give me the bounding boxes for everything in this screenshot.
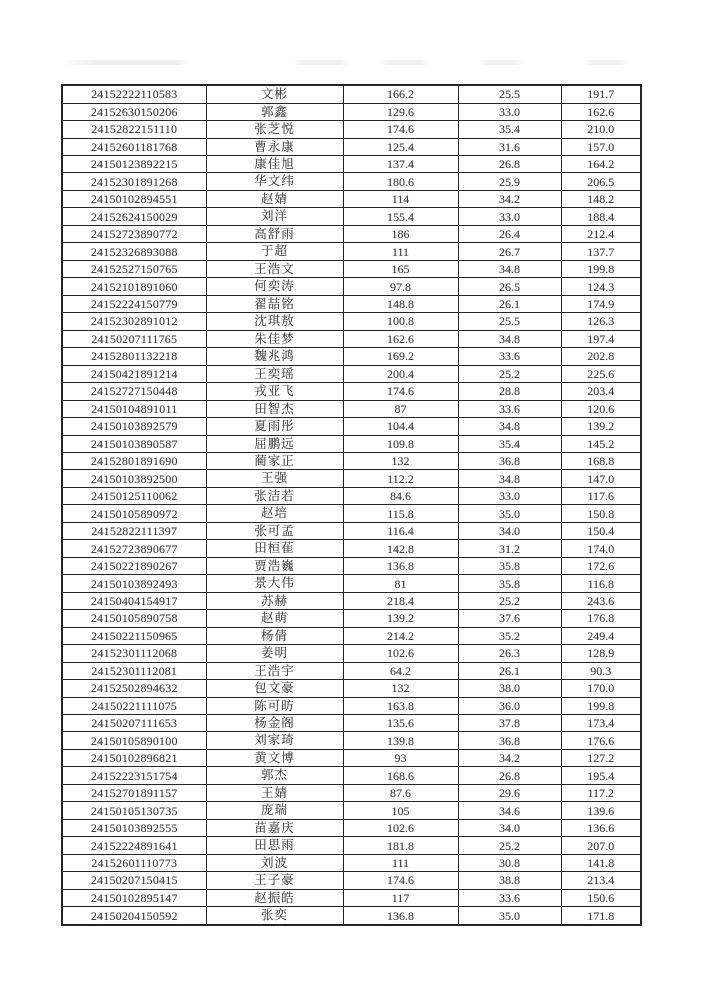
table-cell-score1: 87 bbox=[343, 400, 458, 417]
table-cell-total: 127.2 bbox=[561, 749, 641, 766]
table-cell-score1: 166.2 bbox=[343, 85, 458, 103]
table-cell-name: 姜明 bbox=[206, 645, 343, 662]
table-row bbox=[62, 645, 641, 662]
table-cell-id: 24150404154917 bbox=[62, 592, 206, 609]
table-cell-score2: 26.8 bbox=[458, 156, 561, 173]
table-cell-id: 24152223151754 bbox=[62, 767, 206, 784]
table-cell-score2: 35.4 bbox=[458, 435, 561, 452]
table-cell-score2: 25.5 bbox=[458, 85, 561, 103]
table-row bbox=[62, 505, 641, 522]
table-cell-total: 188.4 bbox=[561, 208, 641, 225]
table-cell-id: 24152301891268 bbox=[62, 173, 206, 190]
score-table-body bbox=[62, 85, 641, 925]
table-cell-score2: 35.0 bbox=[458, 505, 561, 522]
table-cell-score1: 129.6 bbox=[343, 103, 458, 120]
table-cell-name: 文彬 bbox=[206, 85, 343, 103]
table-cell-total: 150.4 bbox=[561, 522, 641, 539]
table-row bbox=[62, 487, 641, 504]
table-cell-score2: 26.7 bbox=[458, 243, 561, 260]
table-cell-id: 24150207150415 bbox=[62, 872, 206, 889]
table-row bbox=[62, 680, 641, 697]
table-cell-score2: 31.2 bbox=[458, 540, 561, 557]
table-row bbox=[62, 330, 641, 347]
table-row bbox=[62, 365, 641, 382]
table-cell-score1: 139.2 bbox=[343, 610, 458, 627]
table-cell-score1: 200.4 bbox=[343, 365, 458, 382]
table-row bbox=[62, 557, 641, 574]
table-cell-id: 24152101891060 bbox=[62, 278, 206, 295]
table-cell-total: 116.8 bbox=[561, 575, 641, 592]
table-cell-name: 杨倩 bbox=[206, 627, 343, 644]
table-cell-score2: 36.0 bbox=[458, 697, 561, 714]
table-cell-id: 24150103892493 bbox=[62, 575, 206, 592]
table-cell-total: 206.5 bbox=[561, 173, 641, 190]
table-cell-score1: 165 bbox=[343, 260, 458, 277]
table-row bbox=[62, 103, 641, 120]
table-cell-score1: 111 bbox=[343, 854, 458, 871]
table-cell-score1: 174.6 bbox=[343, 872, 458, 889]
table-cell-id: 24150104891011 bbox=[62, 400, 206, 417]
table-cell-score1: 218.4 bbox=[343, 592, 458, 609]
table-cell-id: 24150102896821 bbox=[62, 749, 206, 766]
table-cell-score2: 34.0 bbox=[458, 819, 561, 836]
table-cell-score2: 38.8 bbox=[458, 872, 561, 889]
table-cell-score1: 87.6 bbox=[343, 784, 458, 801]
table-row bbox=[62, 610, 641, 627]
table-row bbox=[62, 121, 641, 138]
table-cell-score1: 136.8 bbox=[343, 907, 458, 925]
table-cell-total: 176.8 bbox=[561, 610, 641, 627]
table-row bbox=[62, 260, 641, 277]
table-cell-name: 田智杰 bbox=[206, 400, 343, 417]
table-cell-id: 24152301112068 bbox=[62, 645, 206, 662]
table-cell-name: 杨金阁 bbox=[206, 715, 343, 732]
table-cell-score1: 102.6 bbox=[343, 819, 458, 836]
table-cell-total: 174.9 bbox=[561, 295, 641, 312]
table-row bbox=[62, 348, 641, 365]
table-cell-total: 199.8 bbox=[561, 697, 641, 714]
table-cell-total: 210.0 bbox=[561, 121, 641, 138]
table-cell-score1: 137.4 bbox=[343, 156, 458, 173]
table-cell-total: 225.6 bbox=[561, 365, 641, 382]
table-row bbox=[62, 802, 641, 819]
table-cell-total: 128.9 bbox=[561, 645, 641, 662]
table-cell-score1: 97.8 bbox=[343, 278, 458, 295]
table-row bbox=[62, 418, 641, 435]
table-cell-id: 24150102895147 bbox=[62, 889, 206, 906]
table-cell-name: 张芝悦 bbox=[206, 121, 343, 138]
table-cell-score1: 148.8 bbox=[343, 295, 458, 312]
table-row bbox=[62, 295, 641, 312]
table-cell-id: 24150125110062 bbox=[62, 487, 206, 504]
table-cell-score1: 109.8 bbox=[343, 435, 458, 452]
table-cell-name: 于超 bbox=[206, 243, 343, 260]
table-cell-name: 朱佳梦 bbox=[206, 330, 343, 347]
table-cell-score2: 26.8 bbox=[458, 767, 561, 784]
table-row bbox=[62, 662, 641, 679]
table-cell-score2: 31.6 bbox=[458, 138, 561, 155]
table-cell-name: 刘波 bbox=[206, 854, 343, 871]
table-row bbox=[62, 190, 641, 207]
table-row bbox=[62, 383, 641, 400]
table-cell-name: 郭杰 bbox=[206, 767, 343, 784]
table-cell-name: 康佳旭 bbox=[206, 156, 343, 173]
table-cell-score1: 81 bbox=[343, 575, 458, 592]
table-row bbox=[62, 767, 641, 784]
table-cell-id: 24152701891157 bbox=[62, 784, 206, 801]
table-cell-name: 苏赫 bbox=[206, 592, 343, 609]
table-cell-total: 126.3 bbox=[561, 313, 641, 330]
table-row bbox=[62, 313, 641, 330]
table-cell-total: 173.4 bbox=[561, 715, 641, 732]
table-cell-id: 24150221150965 bbox=[62, 627, 206, 644]
table-row bbox=[62, 889, 641, 906]
table-row bbox=[62, 697, 641, 714]
table-cell-score2: 33.6 bbox=[458, 400, 561, 417]
table-cell-score2: 38.0 bbox=[458, 680, 561, 697]
table-cell-total: 147.0 bbox=[561, 470, 641, 487]
table-cell-id: 24150105890758 bbox=[62, 610, 206, 627]
table-cell-score2: 25.9 bbox=[458, 173, 561, 190]
table-cell-name: 包文豪 bbox=[206, 680, 343, 697]
table-row bbox=[62, 575, 641, 592]
table-cell-name: 翟喆铭 bbox=[206, 295, 343, 312]
table-cell-total: 174.0 bbox=[561, 540, 641, 557]
table-cell-id: 24152224891641 bbox=[62, 837, 206, 854]
table-row bbox=[62, 470, 641, 487]
table-row bbox=[62, 854, 641, 871]
table-cell-score2: 34.8 bbox=[458, 418, 561, 435]
table-cell-total: 145.2 bbox=[561, 435, 641, 452]
table-cell-name: 景大伟 bbox=[206, 575, 343, 592]
table-cell-score1: 162.6 bbox=[343, 330, 458, 347]
table-cell-score1: 181.8 bbox=[343, 837, 458, 854]
table-cell-total: 120.6 bbox=[561, 400, 641, 417]
table-cell-score1: 135.6 bbox=[343, 715, 458, 732]
table-cell-total: 136.6 bbox=[561, 819, 641, 836]
table-cell-total: 157.0 bbox=[561, 138, 641, 155]
table-cell-total: 124.3 bbox=[561, 278, 641, 295]
table-cell-id: 24152601110773 bbox=[62, 854, 206, 871]
table-cell-name: 赵培 bbox=[206, 505, 343, 522]
table-cell-score2: 26.1 bbox=[458, 295, 561, 312]
table-cell-name: 沈琪敖 bbox=[206, 313, 343, 330]
table-cell-score2: 35.2 bbox=[458, 627, 561, 644]
table-cell-score1: 84.6 bbox=[343, 487, 458, 504]
table-cell-name: 刘洋 bbox=[206, 208, 343, 225]
table-cell-score1: 180.6 bbox=[343, 173, 458, 190]
table-cell-score2: 33.0 bbox=[458, 103, 561, 120]
table-row bbox=[62, 907, 641, 925]
table-cell-score2: 34.8 bbox=[458, 330, 561, 347]
table-cell-name: 陈可昉 bbox=[206, 697, 343, 714]
table-row bbox=[62, 435, 641, 452]
table-cell-total: 117.2 bbox=[561, 784, 641, 801]
table-cell-total: 202.8 bbox=[561, 348, 641, 365]
table-cell-score2: 25.5 bbox=[458, 313, 561, 330]
table-cell-name: 黄文博 bbox=[206, 749, 343, 766]
table-cell-score1: 112.2 bbox=[343, 470, 458, 487]
table-cell-id: 24152301112081 bbox=[62, 662, 206, 679]
table-cell-total: 249.4 bbox=[561, 627, 641, 644]
table-cell-name: 华文纬 bbox=[206, 173, 343, 190]
table-row bbox=[62, 819, 641, 836]
table-cell-id: 24150105890972 bbox=[62, 505, 206, 522]
table-cell-id: 24152822111397 bbox=[62, 522, 206, 539]
table-cell-total: 150.8 bbox=[561, 505, 641, 522]
score-table bbox=[61, 84, 642, 926]
table-cell-name: 张奕 bbox=[206, 907, 343, 925]
table-cell-total: 137.7 bbox=[561, 243, 641, 260]
table-cell-name: 王奕瑶 bbox=[206, 365, 343, 382]
table-cell-name: 王浩文 bbox=[206, 260, 343, 277]
table-cell-id: 24152822151110 bbox=[62, 121, 206, 138]
table-cell-name: 贾浩巍 bbox=[206, 557, 343, 574]
table-row bbox=[62, 522, 641, 539]
table-cell-id: 24152222110583 bbox=[62, 85, 206, 103]
table-row bbox=[62, 837, 641, 854]
table-cell-name: 魏兆鸿 bbox=[206, 348, 343, 365]
table-cell-score1: 132 bbox=[343, 452, 458, 469]
table-cell-score2: 34.8 bbox=[458, 260, 561, 277]
table-row bbox=[62, 540, 641, 557]
table-cell-score1: 136.8 bbox=[343, 557, 458, 574]
table-cell-score2: 34.6 bbox=[458, 802, 561, 819]
table-cell-score2: 28.8 bbox=[458, 383, 561, 400]
table-cell-name: 赵振皓 bbox=[206, 889, 343, 906]
table-row bbox=[62, 872, 641, 889]
table-row bbox=[62, 225, 641, 242]
table-cell-id: 24150103892500 bbox=[62, 470, 206, 487]
table-cell-score2: 25.2 bbox=[458, 592, 561, 609]
table-cell-id: 24150103892579 bbox=[62, 418, 206, 435]
table-cell-name: 赵婧 bbox=[206, 190, 343, 207]
table-cell-id: 24152326893088 bbox=[62, 243, 206, 260]
table-cell-score1: 111 bbox=[343, 243, 458, 260]
table-cell-total: 176.6 bbox=[561, 732, 641, 749]
table-cell-total: 117.6 bbox=[561, 487, 641, 504]
table-cell-name: 田桓萑 bbox=[206, 540, 343, 557]
table-cell-score1: 93 bbox=[343, 749, 458, 766]
table-cell-name: 王强 bbox=[206, 470, 343, 487]
table-cell-id: 24150204150592 bbox=[62, 907, 206, 925]
table-cell-id: 24150421891214 bbox=[62, 365, 206, 382]
table-cell-score2: 26.1 bbox=[458, 662, 561, 679]
table-row bbox=[62, 156, 641, 173]
table-cell-id: 24150221111075 bbox=[62, 697, 206, 714]
table-cell-name: 张可孟 bbox=[206, 522, 343, 539]
table-cell-id: 24152630150206 bbox=[62, 103, 206, 120]
table-cell-name: 夏雨彤 bbox=[206, 418, 343, 435]
table-cell-score2: 26.4 bbox=[458, 225, 561, 242]
table-cell-total: 172.6 bbox=[561, 557, 641, 574]
table-cell-score1: 116.4 bbox=[343, 522, 458, 539]
table-cell-total: 139.6 bbox=[561, 802, 641, 819]
table-cell-total: 195.4 bbox=[561, 767, 641, 784]
table-cell-id: 24150102894551 bbox=[62, 190, 206, 207]
table-cell-total: 170.0 bbox=[561, 680, 641, 697]
table-cell-name: 田思雨 bbox=[206, 837, 343, 854]
table-cell-id: 24150207111653 bbox=[62, 715, 206, 732]
table-cell-total: 191.7 bbox=[561, 85, 641, 103]
table-cell-score1: 114 bbox=[343, 190, 458, 207]
table-cell-name: 郭鑫 bbox=[206, 103, 343, 120]
table-row bbox=[62, 243, 641, 260]
table-row bbox=[62, 627, 641, 644]
table-cell-score2: 35.0 bbox=[458, 907, 561, 925]
table-cell-score1: 139.8 bbox=[343, 732, 458, 749]
table-row bbox=[62, 452, 641, 469]
table-row bbox=[62, 173, 641, 190]
table-cell-score1: 100.8 bbox=[343, 313, 458, 330]
table-cell-score2: 36.8 bbox=[458, 452, 561, 469]
table-cell-score1: 102.6 bbox=[343, 645, 458, 662]
table-cell-score2: 34.0 bbox=[458, 522, 561, 539]
table-cell-name: 何奕涛 bbox=[206, 278, 343, 295]
table-cell-score1: 104.4 bbox=[343, 418, 458, 435]
table-cell-name: 戎亚飞 bbox=[206, 383, 343, 400]
table-cell-total: 212.4 bbox=[561, 225, 641, 242]
table-cell-score1: 115.8 bbox=[343, 505, 458, 522]
table-cell-score2: 35.4 bbox=[458, 121, 561, 138]
table-cell-name: 王婧 bbox=[206, 784, 343, 801]
table-cell-score1: 186 bbox=[343, 225, 458, 242]
table-cell-score2: 33.6 bbox=[458, 889, 561, 906]
table-row bbox=[62, 592, 641, 609]
table-cell-id: 24152801891690 bbox=[62, 452, 206, 469]
table-cell-id: 24150221890267 bbox=[62, 557, 206, 574]
table-cell-score1: 214.2 bbox=[343, 627, 458, 644]
table-cell-score1: 174.6 bbox=[343, 383, 458, 400]
table-cell-id: 24150105130735 bbox=[62, 802, 206, 819]
table-row bbox=[62, 784, 641, 801]
table-cell-score1: 125.4 bbox=[343, 138, 458, 155]
table-cell-score1: 105 bbox=[343, 802, 458, 819]
table-cell-total: 162.6 bbox=[561, 103, 641, 120]
table-cell-id: 24152502894632 bbox=[62, 680, 206, 697]
table-cell-name: 蔺家正 bbox=[206, 452, 343, 469]
table-row bbox=[62, 749, 641, 766]
table-cell-total: 148.2 bbox=[561, 190, 641, 207]
table-cell-total: 207.0 bbox=[561, 837, 641, 854]
table-cell-name: 屈鹏远 bbox=[206, 435, 343, 452]
table-cell-id: 24150103892555 bbox=[62, 819, 206, 836]
cropped-row-remnant bbox=[61, 60, 640, 65]
table-cell-id: 24152224150779 bbox=[62, 295, 206, 312]
table-cell-id: 24152302891012 bbox=[62, 313, 206, 330]
table-cell-total: 168.8 bbox=[561, 452, 641, 469]
table-cell-score1: 142.8 bbox=[343, 540, 458, 557]
table-cell-name: 苗嘉庆 bbox=[206, 819, 343, 836]
table-cell-score2: 33.0 bbox=[458, 208, 561, 225]
table-cell-score2: 36.8 bbox=[458, 732, 561, 749]
table-cell-name: 高舒雨 bbox=[206, 225, 343, 242]
table-cell-score2: 34.2 bbox=[458, 190, 561, 207]
table-cell-score2: 34.2 bbox=[458, 749, 561, 766]
table-cell-score2: 30.8 bbox=[458, 854, 561, 871]
table-cell-score2: 33.0 bbox=[458, 487, 561, 504]
table-cell-total: 213.4 bbox=[561, 872, 641, 889]
table-cell-name: 刘家琦 bbox=[206, 732, 343, 749]
table-cell-id: 24152723890772 bbox=[62, 225, 206, 242]
table-cell-name: 王浩宇 bbox=[206, 662, 343, 679]
table-row bbox=[62, 732, 641, 749]
table-cell-total: 203.4 bbox=[561, 383, 641, 400]
table-cell-score2: 35.8 bbox=[458, 557, 561, 574]
table-row bbox=[62, 278, 641, 295]
table-cell-score2: 26.5 bbox=[458, 278, 561, 295]
table-cell-name: 张洁若 bbox=[206, 487, 343, 504]
table-row bbox=[62, 208, 641, 225]
table-cell-score1: 155.4 bbox=[343, 208, 458, 225]
table-cell-name: 曹永康 bbox=[206, 138, 343, 155]
table-cell-id: 24152601181768 bbox=[62, 138, 206, 155]
table-cell-score2: 37.6 bbox=[458, 610, 561, 627]
table-cell-name: 庞瑞 bbox=[206, 802, 343, 819]
table-cell-total: 164.2 bbox=[561, 156, 641, 173]
table-cell-score1: 64.2 bbox=[343, 662, 458, 679]
table-cell-score2: 29.6 bbox=[458, 784, 561, 801]
table-cell-score1: 174.6 bbox=[343, 121, 458, 138]
table-cell-score2: 26.3 bbox=[458, 645, 561, 662]
table-cell-score1: 132 bbox=[343, 680, 458, 697]
table-cell-name: 王子豪 bbox=[206, 872, 343, 889]
table-row bbox=[62, 715, 641, 732]
table-cell-id: 24152624150029 bbox=[62, 208, 206, 225]
table-cell-score1: 169.2 bbox=[343, 348, 458, 365]
table-cell-score1: 117 bbox=[343, 889, 458, 906]
table-cell-id: 24152801132218 bbox=[62, 348, 206, 365]
table-cell-total: 199.8 bbox=[561, 260, 641, 277]
table-cell-score2: 34.8 bbox=[458, 470, 561, 487]
table-cell-id: 24152723890677 bbox=[62, 540, 206, 557]
table-cell-id: 24152527150765 bbox=[62, 260, 206, 277]
table-cell-score2: 25.2 bbox=[458, 365, 561, 382]
table-cell-id: 24150103890587 bbox=[62, 435, 206, 452]
table-row bbox=[62, 400, 641, 417]
table-cell-total: 90.3 bbox=[561, 662, 641, 679]
table-cell-score1: 163.8 bbox=[343, 697, 458, 714]
table-cell-total: 150.6 bbox=[561, 889, 641, 906]
table-cell-id: 24150105890100 bbox=[62, 732, 206, 749]
table-cell-name: 赵萌 bbox=[206, 610, 343, 627]
table-cell-score1: 168.6 bbox=[343, 767, 458, 784]
table-cell-total: 243.6 bbox=[561, 592, 641, 609]
table-cell-score2: 35.8 bbox=[458, 575, 561, 592]
table-cell-score2: 37.8 bbox=[458, 715, 561, 732]
table-cell-score2: 25.2 bbox=[458, 837, 561, 854]
table-row bbox=[62, 138, 641, 155]
table-cell-id: 24150207111765 bbox=[62, 330, 206, 347]
table-cell-id: 24150123892215 bbox=[62, 156, 206, 173]
table-cell-total: 141.8 bbox=[561, 854, 641, 871]
table-row bbox=[62, 85, 641, 103]
table-cell-id: 24152727150448 bbox=[62, 383, 206, 400]
table-cell-total: 171.8 bbox=[561, 907, 641, 925]
table-cell-score2: 33.6 bbox=[458, 348, 561, 365]
table-cell-total: 139.2 bbox=[561, 418, 641, 435]
table-cell-total: 197.4 bbox=[561, 330, 641, 347]
